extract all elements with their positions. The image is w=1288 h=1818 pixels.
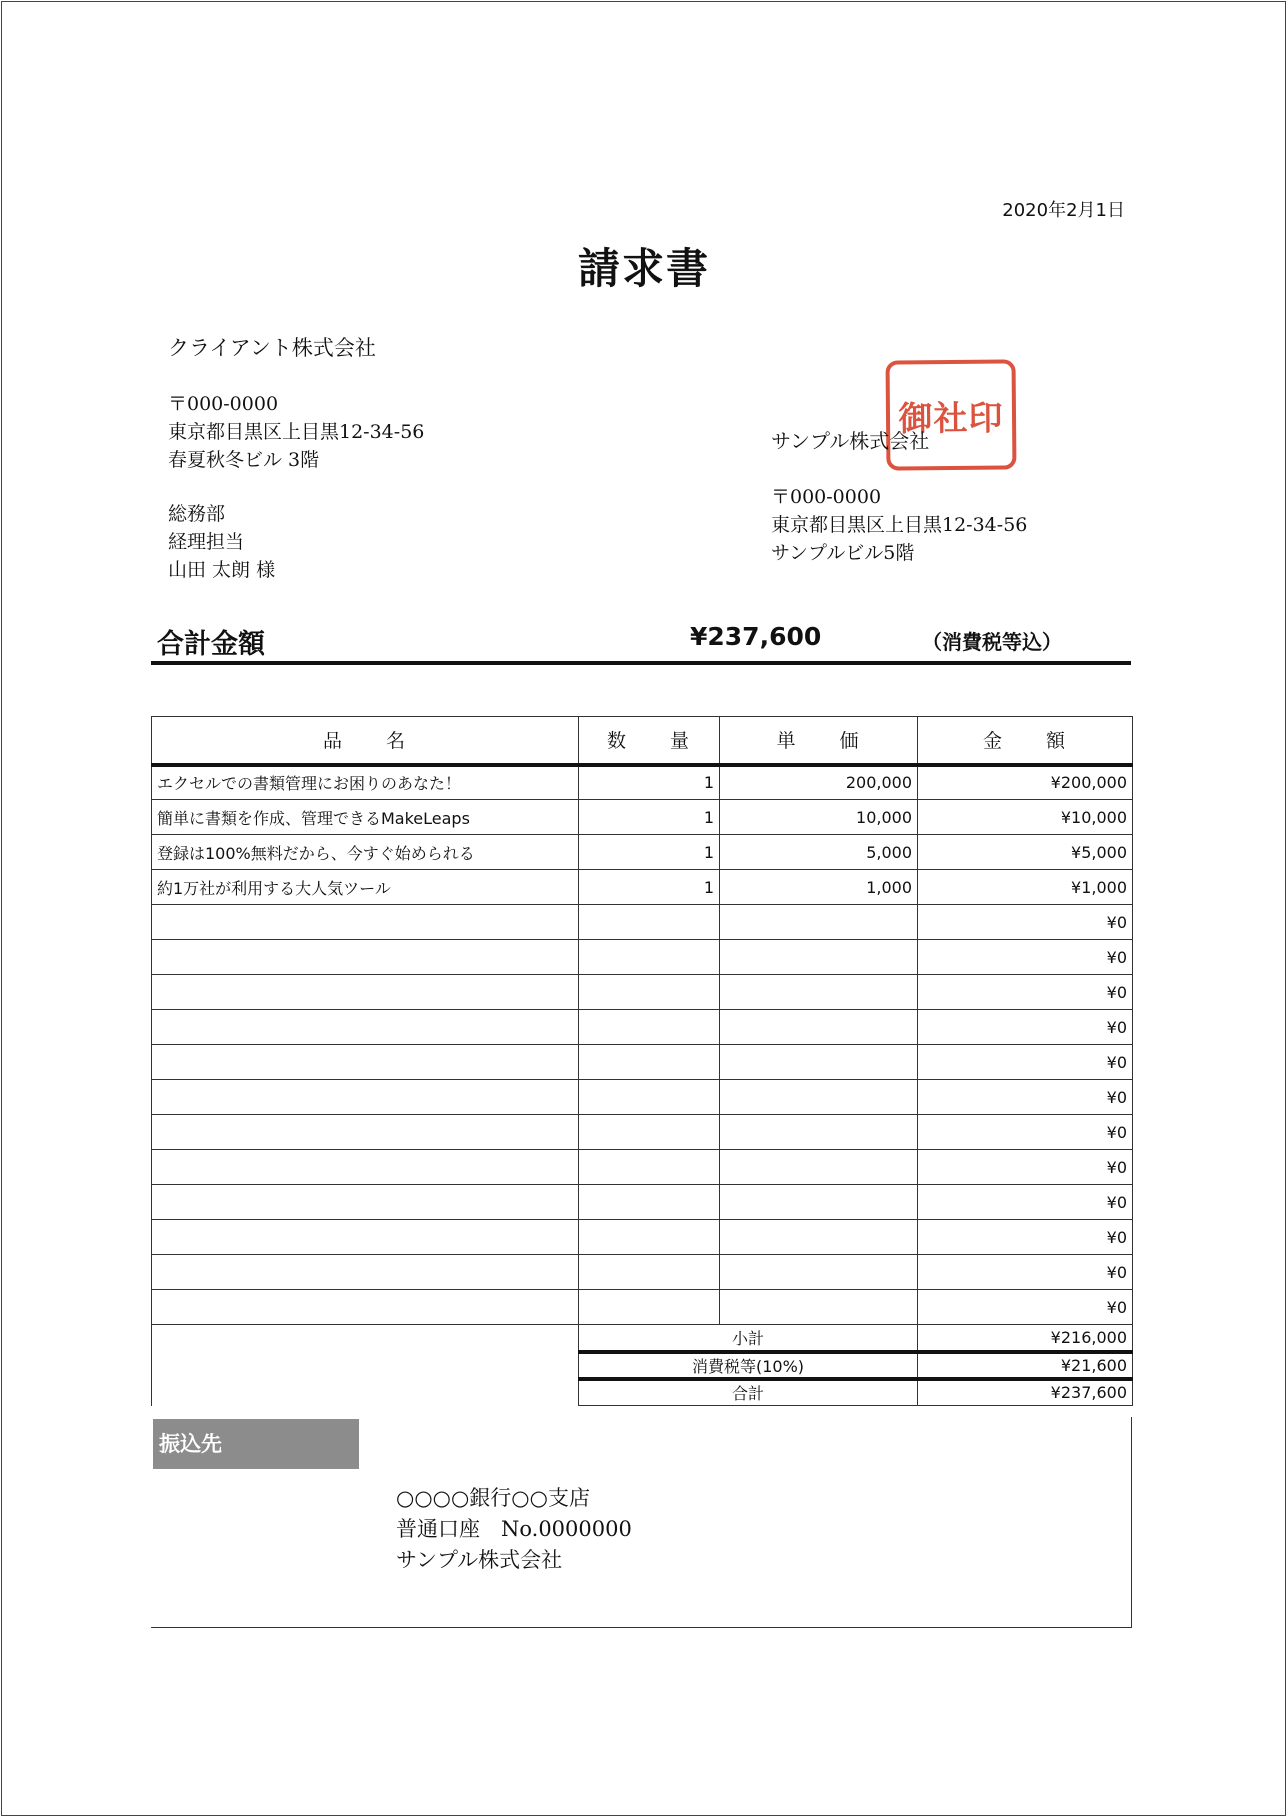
item-unit-price: 1,000	[720, 870, 918, 905]
tax-value: ¥21,600	[918, 1352, 1133, 1379]
item-quantity: 1	[579, 870, 720, 905]
item-quantity	[579, 1115, 720, 1150]
item-unit-price	[720, 1290, 918, 1325]
item-unit-price	[720, 1255, 918, 1290]
item-quantity	[579, 1290, 720, 1325]
item-amount: ¥1,000	[918, 870, 1133, 905]
item-amount: ¥0	[918, 1220, 1133, 1255]
item-unit-price	[720, 975, 918, 1010]
item-description	[152, 1045, 579, 1080]
table-row	[152, 1220, 1133, 1255]
item-quantity	[579, 1220, 720, 1255]
grand-total-label: 合計	[579, 1379, 918, 1406]
item-amount: ¥10,000	[918, 800, 1133, 835]
item-description	[152, 1290, 579, 1325]
table-row	[152, 1045, 1133, 1080]
item-quantity: 1	[579, 835, 720, 870]
item-unit-price	[720, 1115, 918, 1150]
item-unit-price: 10,000	[720, 800, 918, 835]
item-amount: ¥0	[918, 1290, 1133, 1325]
sender-name: サンプル株式会社	[771, 429, 930, 453]
bank-account-holder: サンプル株式会社	[396, 1548, 563, 1572]
item-unit-price	[720, 905, 918, 940]
table-header-row	[152, 717, 1133, 765]
item-amount: ¥200,000	[918, 765, 1133, 800]
item-amount: ¥0	[918, 1115, 1133, 1150]
item-description	[152, 1150, 579, 1185]
bank-details	[396, 1483, 632, 1576]
item-quantity: 1	[579, 800, 720, 835]
item-description	[152, 940, 579, 975]
bank-branch: ○○○○銀行○○支店	[396, 1486, 590, 1510]
item-amount: ¥0	[918, 1255, 1133, 1290]
item-quantity	[579, 1185, 720, 1220]
item-description	[152, 905, 579, 940]
sender-street: 東京都目黒区上目黒12-34-56	[771, 514, 1028, 536]
item-unit-price: 5,000	[720, 835, 918, 870]
item-amount: ¥0	[918, 1080, 1133, 1115]
bank-transfer-label: 振込先	[153, 1419, 359, 1469]
item-description	[152, 1115, 579, 1150]
client-name: クライアント株式会社	[168, 336, 376, 360]
item-amount: ¥0	[918, 905, 1133, 940]
item-unit-price	[720, 1045, 918, 1080]
item-description: 簡単に書類を作成、管理できるMakeLeaps	[152, 800, 579, 835]
table-row	[152, 1290, 1133, 1325]
item-quantity	[579, 975, 720, 1010]
item-amount: ¥0	[918, 975, 1133, 1010]
table-row	[152, 1185, 1133, 1220]
subtotal-value: ¥216,000	[918, 1325, 1133, 1352]
item-description	[152, 1080, 579, 1115]
client-contact	[168, 500, 275, 584]
table-row	[152, 800, 1133, 835]
table-row	[152, 905, 1133, 940]
bank-account: 普通口座 No.0000000	[396, 1517, 632, 1541]
client-building: 春夏秋冬ビル 3階	[168, 449, 320, 471]
table-row	[152, 1255, 1133, 1290]
item-description	[152, 1185, 579, 1220]
grand-total-value: ¥237,600	[918, 1379, 1133, 1406]
table-row	[152, 1150, 1133, 1185]
total-amount-label: 合計金額	[157, 629, 265, 660]
subtotal-label: 小計	[579, 1325, 918, 1352]
item-unit-price	[720, 1185, 918, 1220]
item-quantity: 1	[579, 765, 720, 800]
item-unit-price	[720, 1220, 918, 1255]
sender-building: サンプルビル5階	[771, 542, 915, 564]
item-amount: ¥0	[918, 1150, 1133, 1185]
table-row	[152, 1010, 1133, 1045]
table-row	[152, 870, 1133, 905]
client-section: 経理担当	[168, 531, 245, 553]
tax-label: 消費税等(10%)	[579, 1352, 918, 1379]
item-quantity	[579, 1150, 720, 1185]
item-amount: ¥5,000	[918, 835, 1133, 870]
line-items-table	[151, 716, 1133, 1406]
item-description: 登録は100%無料だから、今すぐ始められる	[152, 835, 579, 870]
item-unit-price	[720, 1010, 918, 1045]
sender-address	[771, 483, 1027, 567]
item-description: エクセルでの書類管理にお困りのあなた！	[152, 765, 579, 800]
item-quantity	[579, 905, 720, 940]
item-description	[152, 1010, 579, 1045]
item-unit-price	[720, 1150, 918, 1185]
item-amount: ¥0	[918, 1010, 1133, 1045]
total-amount-value: ¥237,600	[690, 622, 822, 651]
item-description: 約1万社が利用する大人気ツール	[152, 870, 579, 905]
item-unit-price	[720, 1080, 918, 1115]
client-department: 総務部	[168, 503, 226, 525]
item-description	[152, 1220, 579, 1255]
client-person: 山田 太朗 様	[168, 559, 276, 581]
item-quantity	[579, 1010, 720, 1045]
summary-spacer	[152, 1325, 579, 1406]
total-underline	[151, 661, 1131, 665]
company-seal-stamp: 御社印	[886, 359, 1017, 470]
item-amount: ¥0	[918, 1185, 1133, 1220]
item-quantity	[579, 940, 720, 975]
header-unit-price: 単 価	[720, 717, 918, 765]
table-row	[152, 1115, 1133, 1150]
page-title: 請求書	[577, 244, 710, 293]
item-amount: ¥0	[918, 940, 1133, 975]
table-row	[152, 1080, 1133, 1115]
table-row	[152, 835, 1133, 870]
sender-postal: 〒000-0000	[771, 486, 882, 508]
table-row	[152, 940, 1133, 975]
item-amount: ¥0	[918, 1045, 1133, 1080]
table-row	[152, 765, 1133, 800]
header-amount: 金 額	[918, 717, 1133, 765]
header-item-name: 品 名	[152, 717, 579, 765]
item-quantity	[579, 1080, 720, 1115]
item-description	[152, 975, 579, 1010]
item-unit-price	[720, 940, 918, 975]
item-unit-price: 200,000	[720, 765, 918, 800]
invoice-date: 2020年2月1日	[1002, 200, 1125, 221]
item-description	[152, 1255, 579, 1290]
item-quantity	[579, 1045, 720, 1080]
client-postal: 〒000-0000	[168, 393, 279, 415]
total-tax-note: （消費税等込）	[922, 630, 1062, 654]
client-street: 東京都目黒区上目黒12-34-56	[168, 421, 425, 443]
header-quantity: 数 量	[579, 717, 720, 765]
table-row	[152, 975, 1133, 1010]
subtotal-row	[152, 1325, 1133, 1352]
client-address	[168, 390, 424, 474]
item-quantity	[579, 1255, 720, 1290]
